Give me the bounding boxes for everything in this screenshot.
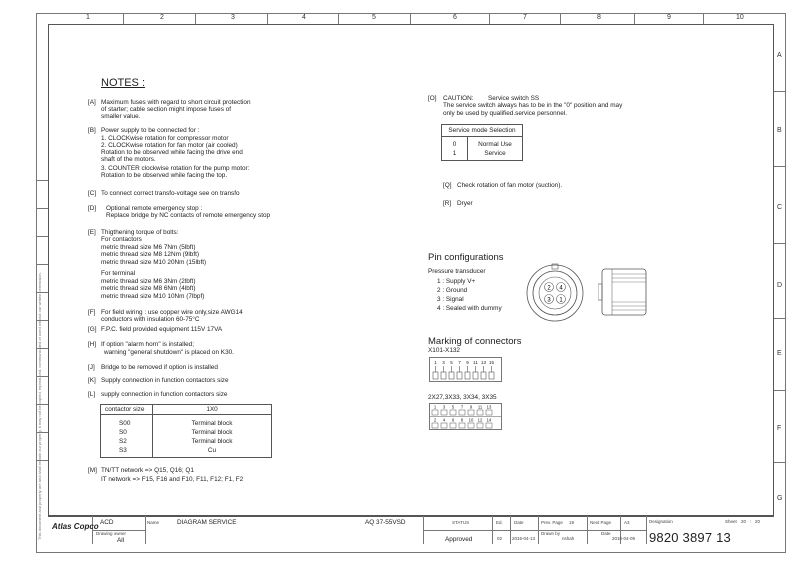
table-cell: 1 bbox=[442, 149, 468, 161]
note-line: Rotation to be observed while facing the top. bbox=[101, 172, 228, 179]
column-number: 3 bbox=[231, 14, 235, 21]
note-line: warning "general shutdown" is placed on K30. bbox=[104, 349, 234, 356]
note-marker: [L] bbox=[88, 391, 96, 398]
pin-config-item: 3 : Signal bbox=[437, 296, 464, 303]
connector-label: X101-X132 bbox=[428, 347, 460, 354]
note-line: Thigthening torque of bolts: bbox=[101, 229, 179, 236]
pin-number: 7 bbox=[458, 360, 461, 365]
pin-number: 1 bbox=[559, 297, 563, 304]
drawing-sheet: 1 2 3 4 5 6 7 8 9 10 A B C D E F G This document and property are and shall remain our property, it may not be copied, reproduced, communicated or used without our written permission. NOTES : [A] Maximum fuses with regard to short circuit protection of starter; cable section might impose fuses of smaller value. [B] Power supply to be connected for : 1. CLOCKwise rotation for compressor motor 2. CLOCKwise rotation for fan motor (air cooled) Rotation to be observed while facing the drive end shaft of the motors. 3. COUNTER clockwise rotation for the pump motor: Rotation to be observed while facing the top. [C] To connect correct transfo-voltage see on transfo [D] Optional remote emergency stop : Replace bridge by NC contacts of remote emergency stop [E] Thigthening torque of bolts: For contactors metric thread size M6 7Nm (5lbft) metric thread size M8 12Nm (9lbft) metric thread size M10 20Nm (15lbft) For terminal metric thread size M6 3Nm (2lbft) metric thread size M8 6Nm (4lbft) metric thread size M10 10Nm (7lbpf) [F] For field wiring : use copper wire only,size AWG14 conductors with insulation 60-75°C [G] F.P.C. field provided equipment 115V 17VA [H] If option "alarm horn" is installed; warning "general shutdown" is placed on K30. [J] Bridge to be removed if option is installed [K] Supply connection in function contactors size [L] supply connection in function contactors size contactor size 1X0 S00 Terminal block S0 Terminal block S2 Terminal block S3 Cu [M] TN/TT network => Q15, Q16; Q1 IT network => F15, F16 and F10, F11, F12; F1, F2 [O] CAUTION: Service switch SS The service switch always has to be in the "0" position and may only be used by qualified.service personnel. Service mode Selection 0 Normal Use 1 Service [Q] Check rotation of fan motor (suction). [R] Dryer Pin configurations Pressure transducer 1 : Supply V+ 2 : Ground 3 : Signal 4 : Sealed with dummy 2 4 3 1 Marking of connectors X101-X132 1 3 5 7 9 11 13 15 2X27,3X33, 3X34, 3X35 1 3 5 7 9 11 13 2 4 6 8 10 12 14 Atlas Copco ACD Drawing owner All Name DIAGRAM SERVICE AQ 37-55VSD STATUS Approved Ed. 02 Date 2015-04-13 Prev. Page 19 Next Page Drawn by nshah Date 2010-04-09 A3 Designation Sheet 20 : 20 9820 3897 13 bbox=[0, 0, 800, 565]
note-line: 2. CLOCKwise rotation for fan motor (air cooled) bbox=[101, 142, 238, 149]
company-logo: Atlas Copco bbox=[52, 522, 99, 531]
drawn-by-value: nshah bbox=[562, 536, 575, 541]
note-line: Optional remote emergency stop : bbox=[106, 205, 203, 212]
model-name: AQ 37-55VSD bbox=[365, 519, 406, 526]
designation-label: Designation bbox=[649, 519, 673, 524]
row-letter: A bbox=[777, 52, 782, 59]
note-marker: [O] bbox=[428, 95, 437, 102]
connector-label: 2X27,3X33, 3X34, 3X35 bbox=[428, 394, 497, 401]
column-number: 2 bbox=[160, 14, 164, 21]
pin-number: 12 bbox=[477, 417, 483, 423]
date-label: Date bbox=[514, 520, 524, 525]
table-cell: S00 bbox=[101, 415, 153, 429]
note-line: IT network => F15, F16 and F10, F11, F12; F1, F2 bbox=[101, 476, 244, 483]
note-line: Supply connection in function contactors size bbox=[101, 377, 229, 384]
note-line: Bridge to be removed if option is installed bbox=[101, 364, 218, 371]
table-cell: Terminal block bbox=[153, 437, 272, 446]
note-line: Dryer bbox=[457, 200, 473, 207]
note-marker: [B] bbox=[88, 127, 96, 134]
note-line: supply connection in function contactors size bbox=[101, 391, 228, 398]
name-label: Name bbox=[147, 520, 160, 525]
note-line: For contactors bbox=[101, 236, 142, 243]
note-marker: [H] bbox=[88, 341, 97, 348]
table-cell: Cu bbox=[153, 446, 272, 458]
row-letter: E bbox=[777, 350, 782, 357]
table-cell: S0 bbox=[101, 428, 153, 437]
pin-number: 1 bbox=[433, 404, 437, 410]
column-number: 4 bbox=[302, 14, 306, 21]
connector-side-diagram bbox=[598, 266, 650, 318]
note-line: For terminal bbox=[101, 270, 136, 277]
note-line: only be used by qualified.service personnel. bbox=[443, 110, 567, 117]
pin-number: 8 bbox=[460, 417, 464, 423]
note-line: metric thread size M6 3Nm (2lbft) bbox=[101, 278, 196, 285]
row-letter: G bbox=[777, 495, 783, 502]
contactor-table bbox=[100, 404, 272, 458]
note-line: shaft of the motors. bbox=[101, 156, 156, 163]
prev-page-value: 19 bbox=[569, 520, 575, 525]
prev-page-label: Prev. Page bbox=[541, 520, 563, 525]
connector-front-diagram bbox=[524, 262, 586, 324]
note-line: metric thread size M10 20Nm (15lbft) bbox=[101, 259, 207, 266]
row-letter: D bbox=[777, 282, 783, 289]
pin-number: 9 bbox=[466, 360, 469, 365]
sheet-total: 20 bbox=[755, 519, 761, 524]
column-number: 6 bbox=[453, 14, 457, 21]
table-cell: S3 bbox=[101, 446, 153, 458]
note-line: metric thread size M10 10Nm (7lbpf) bbox=[101, 293, 205, 300]
pin-number: 1 bbox=[434, 360, 437, 365]
pin-number: 3 bbox=[547, 297, 551, 304]
column-number: 8 bbox=[597, 14, 601, 21]
drawing-owner-label: Drawing owner bbox=[96, 531, 127, 536]
note-marker: [C] bbox=[88, 190, 97, 197]
pin-number: 7 bbox=[460, 404, 464, 410]
note-line: metric thread size M8 12Nm (9lbft) bbox=[101, 251, 200, 258]
pin-number: 4 bbox=[442, 417, 446, 423]
drawing-name: DIAGRAM SERVICE bbox=[177, 519, 237, 526]
note-line: Replace bridge by NC contacts of remote emergency stop bbox=[106, 212, 271, 219]
table-cell: Terminal block bbox=[153, 415, 272, 429]
note-line: 1. CLOCKwise rotation for compressor motor bbox=[101, 135, 229, 142]
note-line: For field wiring : use copper wire only,size AWG14 bbox=[101, 309, 243, 316]
note-line: metric thread size M8 6Nm (4lbft) bbox=[101, 285, 196, 292]
pin-number: 11 bbox=[477, 404, 483, 410]
note-line: conductors with insulation 60-75°C bbox=[101, 316, 200, 323]
table-header: contactor size bbox=[101, 405, 153, 415]
date2-label: Date bbox=[601, 531, 611, 536]
note-line: TN/TT network => Q15, Q16; Q1 bbox=[101, 467, 194, 474]
table-cell: Terminal block bbox=[153, 428, 272, 437]
note-line: Maximum fuses with regard to short circuit protection bbox=[101, 99, 251, 106]
pin-number: 13 bbox=[486, 404, 492, 410]
table-cell: S2 bbox=[101, 437, 153, 446]
row-letter: F bbox=[777, 425, 782, 432]
service-mode-table bbox=[441, 124, 523, 161]
note-marker: [E] bbox=[88, 229, 96, 236]
column-number: 1 bbox=[86, 14, 90, 21]
sheet-number: 20 bbox=[741, 519, 747, 524]
pin-number: 10 bbox=[468, 417, 474, 423]
table-cell: Normal Use bbox=[468, 137, 523, 150]
pin-config-subtitle: Pressure transducer bbox=[428, 268, 486, 275]
note-marker: [Q] bbox=[443, 182, 452, 189]
note-line: If option "alarm horn" is installed; bbox=[101, 341, 194, 348]
note-marker: [R] bbox=[443, 200, 452, 207]
drawing-owner: All bbox=[117, 537, 125, 544]
note-marker: [A] bbox=[88, 99, 96, 106]
note-line: metric thread size M6 7Nm (5lbft) bbox=[101, 244, 196, 251]
pin-number: 11 bbox=[473, 360, 478, 365]
pin-number: 2 bbox=[547, 285, 551, 292]
column-number: 5 bbox=[372, 14, 376, 21]
table-header: Service mode Selection bbox=[442, 125, 523, 137]
pin-config-item: 2 : Ground bbox=[437, 287, 468, 294]
note-line: Check rotation of fan motor (suction). bbox=[457, 182, 563, 189]
note-line: The service switch always has to be in the "0" position and may bbox=[443, 102, 623, 109]
pin-config-item: 4 : Sealed with dummy bbox=[437, 305, 502, 312]
copyright-note: This document and property are and shall remain our property, it may not be copied, reproduced, communicated or used without our written permission. bbox=[37, 272, 42, 540]
edition-value: 02 bbox=[497, 536, 503, 541]
pin-number: 9 bbox=[469, 404, 473, 410]
pin-number: 3 bbox=[442, 360, 445, 365]
note-line: Rotation to be observed while facing the drive end bbox=[101, 149, 243, 156]
drawn-by-label: Drawn by bbox=[541, 531, 561, 536]
column-number: 9 bbox=[667, 14, 671, 21]
table-header: 1X0 bbox=[153, 405, 272, 415]
connector-x101-diagram bbox=[429, 357, 503, 383]
note-marker: [J] bbox=[88, 364, 95, 371]
next-page-label: Next Page bbox=[590, 520, 612, 525]
document-number: 9820 3897 13 bbox=[649, 530, 731, 545]
note-marker: [G] bbox=[88, 326, 97, 333]
note-line: Power supply to be connected for : bbox=[101, 127, 200, 134]
pin-number: 15 bbox=[488, 360, 495, 365]
note-line: To connect correct transfo-voltage see on transfo bbox=[101, 190, 240, 197]
table-cell: 0 bbox=[442, 137, 468, 150]
pin-number: 3 bbox=[442, 404, 446, 410]
row-letter: C bbox=[777, 204, 783, 211]
note-line: smaller value. bbox=[101, 113, 141, 120]
row-letter: B bbox=[777, 127, 782, 134]
pin-config-item: 1 : Supply V+ bbox=[437, 278, 476, 285]
drawing-code: ACD bbox=[100, 519, 114, 526]
pin-number: 2 bbox=[433, 417, 437, 423]
column-number: 7 bbox=[523, 14, 527, 21]
column-number: 10 bbox=[736, 14, 744, 21]
edition-label: Ed. bbox=[496, 520, 503, 525]
note-line: of starter; cable section might impose fuses of bbox=[101, 106, 232, 113]
pin-number: 4 bbox=[559, 285, 563, 292]
note-line: Service switch SS bbox=[488, 95, 540, 102]
note-marker: [K] bbox=[88, 377, 96, 384]
pin-number: 14 bbox=[486, 417, 492, 423]
pin-config-title: Pin configurations bbox=[428, 252, 504, 263]
connector-2x27-diagram bbox=[429, 403, 503, 431]
pin-number: 13 bbox=[480, 360, 487, 365]
note-marker: [F] bbox=[88, 309, 96, 316]
note-marker: [D] bbox=[88, 205, 97, 212]
sheet-label: Sheet bbox=[725, 519, 737, 524]
paper-size: A3 bbox=[624, 520, 630, 525]
date2-value: 2010-04-09 bbox=[612, 536, 636, 541]
note-line: F.P.C. field provided equipment 115V 17VA bbox=[101, 326, 223, 333]
pin-number: 5 bbox=[451, 404, 455, 410]
note-marker: [M] bbox=[88, 467, 97, 474]
date-value: 2015-04-13 bbox=[512, 536, 536, 541]
pin-number: 5 bbox=[450, 360, 453, 365]
table-cell: Service bbox=[468, 149, 523, 161]
pin-number: 6 bbox=[451, 417, 455, 423]
status-label: STATUS bbox=[452, 520, 470, 525]
status-value: Approved bbox=[445, 536, 473, 543]
note-line: 3. COUNTER clockwise rotation for the pump motor: bbox=[101, 165, 250, 172]
marking-title: Marking of connectors bbox=[428, 336, 522, 347]
note-line: CAUTION: bbox=[443, 95, 474, 102]
notes-title: NOTES : bbox=[101, 77, 146, 89]
